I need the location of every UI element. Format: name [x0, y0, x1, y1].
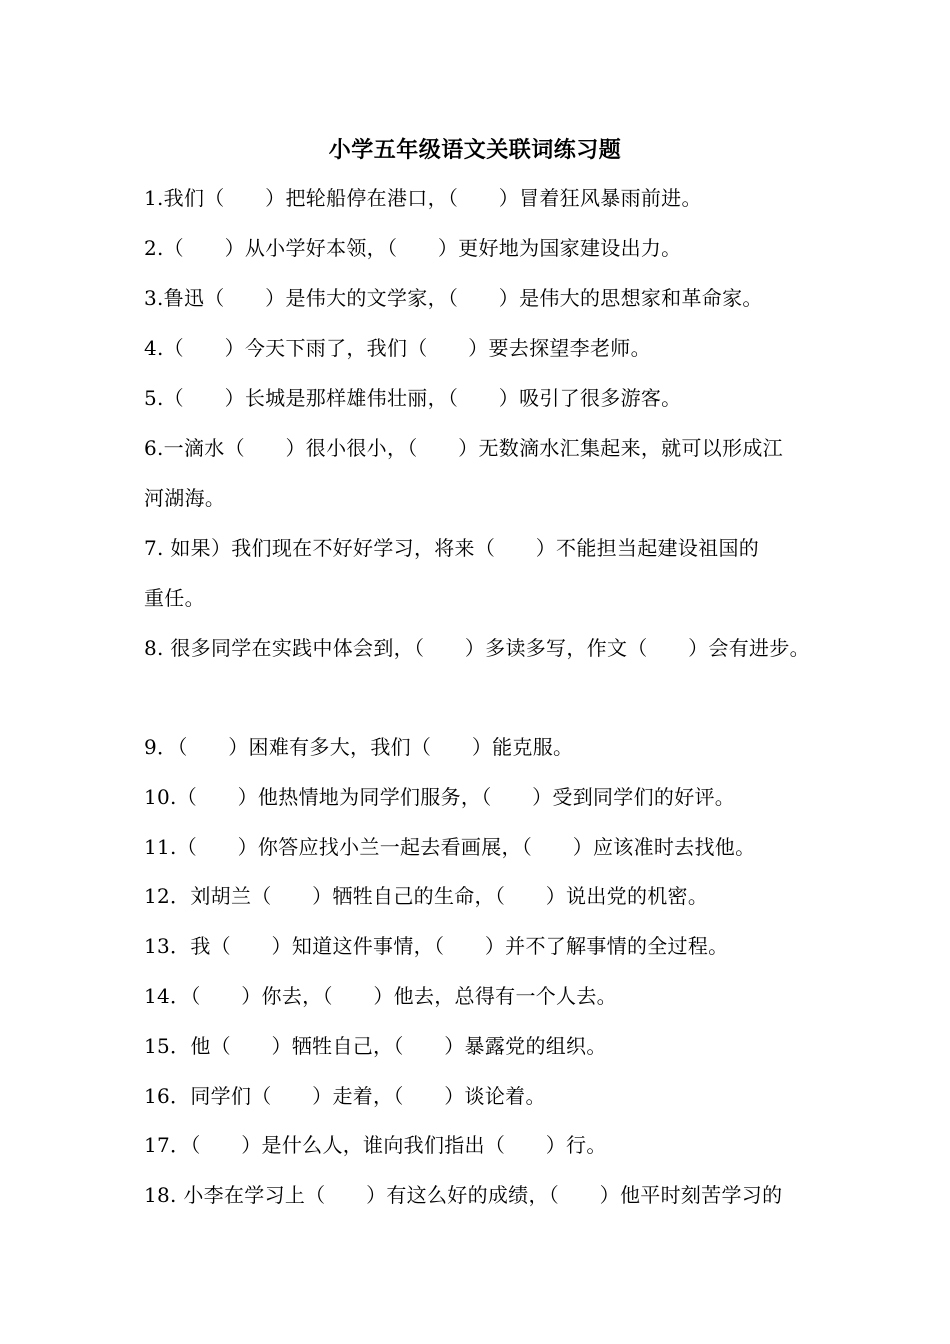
question-16: 16．同学们（ ）走着，（ ）谈论着。 [144, 1084, 546, 1108]
question-15: 15．他（ ）牺牲自己，（ ）暴露党的组织。 [144, 1034, 607, 1058]
page-title: 小学五年级语文关联词练习题 [328, 137, 622, 163]
question-8: 8. 很多同学在实践中体会到，（ ）多读多写，作文（ ）会有进步。 [144, 636, 810, 660]
question-7: 7. 如果）我们现在不好好学习，将来（ ）不能担当起建设祖国的 [144, 536, 760, 560]
question-9: 9．（ ）困难有多大，我们（ ）能克服。 [144, 735, 574, 759]
question-6: 6.一滴水（ ）很小很小，（ ）无数滴水汇集起来，就可以形成江 [144, 436, 783, 460]
question-18: 18. 小李在学习上（ ）有这么好的成绩，（ ）他平时刻苦学习的 [144, 1183, 783, 1207]
question-6-continued: 河湖海。 [144, 486, 226, 510]
question-12: 12．刘胡兰（ ）牺牲自己的生命，（ ）说出党的机密。 [144, 884, 709, 908]
question-2: 2.（ ）从小学好本领，（ ）更好地为国家建设出力。 [144, 236, 682, 260]
question-3: 3.鲁迅（ ）是伟大的文学家，（ ）是伟大的思想家和革命家。 [144, 286, 763, 310]
question-10: 10.（ ）他热情地为同学们服务，（ ）受到同学们的好评。 [144, 785, 736, 809]
question-5: 5.（ ）长城是那样雄伟壮丽，（ ）吸引了很多游客。 [144, 386, 682, 410]
question-14: 14．（ ）你去，（ ）他去，总得有一个人去。 [144, 984, 617, 1008]
question-11: 11.（ ）你答应找小兰一起去看画展，（ ）应该准时去找他。 [144, 835, 756, 859]
question-1: 1.我们（ ）把轮船停在港口，（ ）冒着狂风暴雨前进。 [144, 186, 702, 210]
question-4: 4.（ ）今天下雨了，我们（ ）要去探望李老师。 [144, 336, 651, 360]
question-7-continued: 重任。 [144, 586, 205, 610]
question-17: 17．（ ）是什么人，谁向我们指出（ ）行。 [144, 1133, 607, 1157]
question-13: 13．我（ ）知道这件事情，（ ）并不了解事情的全过程。 [144, 934, 729, 958]
